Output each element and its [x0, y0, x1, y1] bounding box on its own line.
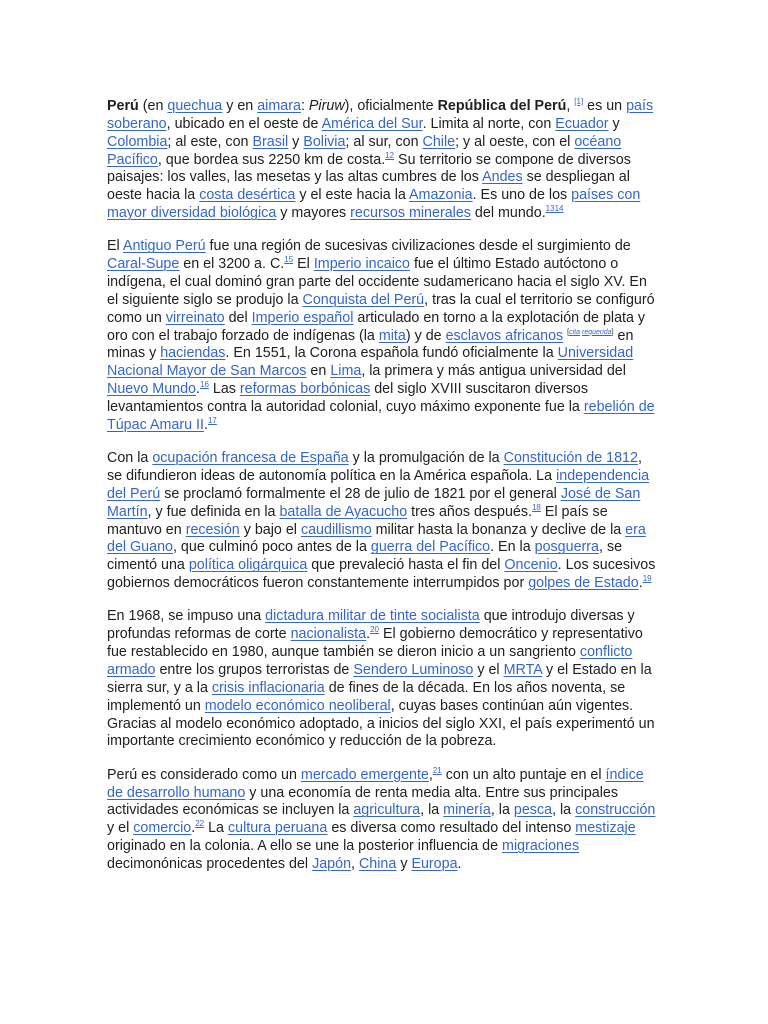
reference-sup: [195, 819, 204, 828]
wiki-link-haciendas[interactable]: haciendas: [160, 345, 226, 362]
text-run: Con la: [107, 450, 153, 467]
text-run: ), oficialmente: [344, 98, 438, 114]
wiki-link-imperio-espanol[interactable]: Imperio español: [251, 309, 354, 326]
text-run: y una economía de renta media alta. Entre sus principales actividades económicas se incluyen la: [107, 784, 619, 819]
wiki-link-independencia-del-peru[interactable]: independencia del Perú: [107, 468, 650, 502]
wiki-link-mineria[interactable]: minería: [443, 802, 491, 819]
text-run: se proclamó formalmente el 28 de julio de 1821 por el general: [160, 485, 561, 502]
text-run: El gobierno democrático y representativo fue restablecido en 1980, aunque también se dieron inicio a un sangriento: [107, 626, 643, 661]
wiki-link-nuevo-mundo[interactable]: Nuevo Mundo: [107, 381, 197, 398]
wiki-link-guerra-del-pacifico[interactable]: guerra del Pacífico: [370, 539, 491, 556]
text-run: en el 3200 a. C.: [179, 256, 285, 273]
wiki-link-rebelion-de-tupac-amaru-ii[interactable]: rebelión de Túpac Amaru II: [107, 399, 655, 433]
text-run: de fines de la década. En los años noventa, se implementó un: [107, 679, 626, 714]
reference-sup: [370, 625, 379, 634]
text-run: es un: [583, 98, 627, 114]
citation-needed-punct: ]: [611, 328, 614, 336]
text-run: , y fue definida en la: [147, 503, 280, 520]
wiki-link-mrta[interactable]: MRTA: [503, 661, 542, 678]
text-run: , la: [552, 802, 576, 819]
wiki-link-mita[interactable]: mita: [378, 327, 406, 344]
text-run: en: [306, 363, 331, 380]
reference-link[interactable]: 17: [207, 415, 217, 425]
text-run: y: [396, 855, 412, 872]
paragraph: [107, 608, 659, 751]
wiki-link-conquista-del-peru[interactable]: Conquista del Perú: [302, 291, 425, 308]
wiki-link-costa-desertica[interactable]: costa desértica: [199, 187, 296, 204]
text-run: y el: [107, 820, 134, 837]
wiki-link-nacionalista[interactable]: nacionalista: [290, 626, 367, 643]
wiki-link-comercio[interactable]: comercio: [133, 820, 192, 837]
reference-link[interactable]: 16: [200, 380, 209, 390]
wiki-link-caudillismo[interactable]: caudillismo: [300, 521, 372, 538]
text-run: , que bordea sus 2250 km de costa.: [157, 151, 386, 168]
wiki-link-ocupacion-francesa-de-espana[interactable]: ocupación francesa de España: [152, 450, 349, 467]
text-run: en minas y: [107, 327, 634, 362]
text-run: ; al este, con: [167, 133, 253, 150]
text-run: y el: [473, 661, 504, 678]
reference-link[interactable]: 15: [284, 255, 294, 265]
text-run: .: [638, 575, 643, 592]
wiki-link-andes[interactable]: Andes: [482, 169, 523, 186]
reference-sup: [385, 151, 394, 160]
wiki-link-universidad-nacional-mayor-de-san-marcos[interactable]: Universidad Nacional Mayor de San Marcos: [107, 345, 634, 380]
text-run: , se difundieron ideas de autonomía política en la América española. La: [107, 450, 642, 485]
text-run: ; al sur, con: [345, 133, 423, 150]
text-run: , ubicado en el oeste de: [166, 115, 322, 132]
wiki-link-crisis-inflacionaria[interactable]: crisis inflacionaria: [211, 679, 325, 696]
wiki-link-america-del-sur[interactable]: América del Sur: [321, 115, 423, 132]
text-run: , tras la cual el territorio se configuró como un: [107, 291, 655, 326]
text-run: El: [107, 238, 123, 255]
wiki-link-construccion[interactable]: construcción: [575, 802, 656, 819]
citation-needed-link[interactable]: cita: [569, 328, 581, 336]
wiki-link-paises-con-mayor-diversidad-biologica[interactable]: países con mayor diversidad biológica: [107, 187, 641, 222]
wiki-link-japon[interactable]: Japón: [312, 855, 352, 872]
text-run: articulado en torno a la explotación de plata y oro con el trabajo forzado de indígenas (la: [107, 309, 646, 344]
reference-link[interactable]: [1]: [574, 97, 584, 106]
text-run: y mayores: [276, 205, 351, 222]
wiki-link-dictadura-militar-de-tinte-socialista[interactable]: dictadura militar de tinte socialista: [265, 608, 480, 625]
text-run: . Los sucesivos gobiernos democráticos fueron constantemente interrumpidos por: [107, 557, 656, 592]
reference-link[interactable]: 14: [554, 204, 564, 214]
wiki-link-politica-oligarquica[interactable]: política oligárquica: [188, 557, 308, 574]
text-run: .: [366, 626, 371, 643]
text-run: y el Estado en la sierra sur, y a la: [107, 661, 652, 696]
wiki-link-posguerra[interactable]: posguerra: [534, 539, 600, 556]
text-run: . Limita al norte, con: [422, 115, 556, 132]
paragraph: [107, 450, 659, 593]
italic-term: Piruw: [308, 98, 345, 114]
paragraph: [107, 767, 659, 874]
text-run: .: [203, 416, 208, 433]
text-run: Las: [208, 381, 240, 398]
text-run: En 1968, se impuso una: [107, 608, 266, 625]
text-run: militar hasta la bonanza y declive de la: [371, 521, 626, 538]
wiki-link-caral-supe[interactable]: Caral-Supe: [107, 256, 180, 273]
reference-sup: [208, 416, 217, 425]
wiki-link-jose-de-san-martin[interactable]: José de San Martín: [107, 485, 641, 520]
text-run: . En 1551, la Corona española fundó oficialmente la: [225, 345, 558, 362]
wiki-link-sendero-luminoso[interactable]: Sendero Luminoso: [353, 661, 474, 678]
text-run: fue el último Estado autóctono o indígena, el cual dominó gran parte del occidente sudamericano hacia el siglo XV. En el siguiente siglo se produjo la: [107, 256, 647, 308]
reference-sup: [532, 503, 541, 512]
bold-term: Perú: [107, 98, 139, 114]
text-run: tres años después.: [407, 503, 532, 520]
reference-link[interactable]: 13: [545, 204, 555, 214]
text-run: y en: [222, 98, 258, 114]
text-run: , que culminó poco antes de la: [172, 539, 371, 556]
text-run: La: [204, 820, 228, 837]
wiki-link-golpes-de-estado[interactable]: golpes de Estado: [528, 575, 639, 592]
text-run: Perú es considerado como un: [107, 766, 301, 783]
text-run: entre los grupos terroristas de: [155, 661, 354, 678]
text-run: del: [224, 309, 252, 326]
reference-sup: [546, 204, 555, 213]
wiki-link-virreinato[interactable]: virreinato: [165, 309, 225, 326]
wiki-link-conflicto-armado[interactable]: conflicto armado: [107, 644, 633, 678]
wiki-link-mercado-emergente[interactable]: mercado emergente: [300, 766, 429, 783]
wiki-link-chile[interactable]: Chile: [422, 133, 456, 150]
text-run: decimonónicas procedentes del: [107, 855, 313, 872]
bold-term: República del Perú: [437, 98, 567, 114]
wiki-link-pais-soberano[interactable]: país soberano: [107, 98, 654, 132]
text-run: con un alto puntaje en el: [441, 766, 606, 783]
text-run: (en: [138, 98, 168, 114]
reference-sup: [555, 204, 564, 213]
text-run: ,: [566, 98, 575, 114]
text-run: El país se mantuvo en: [107, 503, 608, 538]
wiki-link-europa[interactable]: Europa: [411, 855, 458, 872]
wiki-link-lima[interactable]: Lima: [330, 363, 362, 380]
text-run: es diversa como resultado del intenso: [327, 820, 576, 837]
text-run: , la primera y más antigua universidad del: [361, 363, 626, 380]
reference-link[interactable]: 21: [432, 765, 442, 775]
wiki-link-modelo-economico-neoliberal[interactable]: modelo económico neoliberal: [204, 697, 391, 714]
reference-sup: [284, 255, 293, 264]
wiki-link-pesca[interactable]: pesca: [513, 802, 553, 819]
wiki-link-era-del-guano[interactable]: era del Guano: [107, 521, 646, 556]
citation-needed-link[interactable]: requerida: [581, 328, 612, 336]
text-run: .: [191, 820, 196, 837]
reference-link[interactable]: 20: [370, 625, 379, 635]
wiki-link-esclavos-africanos[interactable]: esclavos africanos: [445, 327, 564, 344]
reference-link[interactable]: 18: [531, 502, 541, 512]
text-run: .: [457, 855, 462, 872]
text-run: El: [293, 256, 314, 273]
wiki-link-amazonia[interactable]: Amazonia: [409, 187, 473, 204]
text-run: , cuyas bases continúan aún vigentes. Gracias al modelo económico adoptado, a inicios del siglo XXI, el país experimentó un importante crecimiento económico y reducción de la pobreza.: [107, 697, 655, 750]
wiki-link-mestizaje[interactable]: mestizaje: [575, 820, 636, 837]
text-run: y: [608, 115, 620, 132]
wiki-link-migraciones[interactable]: migraciones: [502, 838, 580, 855]
text-run: y la promulgación de la: [348, 450, 504, 467]
reference-link[interactable]: 12: [385, 150, 395, 160]
reference-sup: [574, 97, 583, 106]
wiki-link-oncenio[interactable]: Oncenio: [504, 557, 558, 574]
wiki-link-indice-de-desarrollo-humano[interactable]: índice de desarrollo humano: [107, 766, 644, 801]
text-run: se despliegan al oeste hacia la: [107, 169, 630, 204]
wiki-link-batalla-de-ayacucho[interactable]: batalla de Ayacucho: [279, 503, 408, 520]
reference-link[interactable]: 19: [642, 574, 652, 584]
wiki-link-recursos-minerales[interactable]: recursos minerales: [350, 205, 471, 222]
text-run: ,: [428, 766, 433, 783]
wiki-link-agricultura[interactable]: agricultura: [353, 802, 421, 819]
wiki-link-brasil[interactable]: Brasil: [252, 133, 289, 150]
text-run: fue una región de sucesivas civilizaciones desde el surgimiento de: [205, 238, 631, 255]
reference-sup: [200, 380, 209, 389]
wiki-link-quechua[interactable]: quechua: [167, 98, 223, 114]
citation-needed-punct: [: [567, 328, 570, 336]
text-run: . Es uno de los: [472, 187, 572, 204]
text-run: .: [196, 381, 200, 398]
wiki-link-aimara[interactable]: aimara: [257, 98, 301, 114]
text-run: ,: [351, 855, 359, 872]
text-run: ; y al oeste, con el: [455, 133, 575, 150]
reference-sup: [643, 574, 652, 583]
text-run: originado en la colonia. A ello se une la posterior influencia de: [107, 838, 503, 855]
wiki-link-china[interactable]: China: [358, 855, 397, 872]
text-run: que introdujo diversas y profundas reformas de corte: [107, 608, 635, 643]
wiki-link-cultura-peruana[interactable]: cultura peruana: [227, 820, 328, 837]
wiki-link-constitucion-de-1812[interactable]: Constitución de 1812: [503, 450, 638, 467]
text-run: ) y de: [405, 327, 446, 344]
text-run: :: [300, 98, 309, 114]
article-body: [107, 98, 659, 889]
text-run: del siglo XVIII suscitaron diversos levantamientos contra la autoridad colonial, cuyo máximo exponente fue la: [107, 381, 588, 415]
text-run: Su territorio se compone de diversos paisajes: los valles, las mesetas y las altas cumbres de los: [107, 151, 631, 186]
text-run: , la: [420, 802, 444, 819]
text-run: y el este hacia la: [295, 187, 410, 204]
wiki-link-recesion[interactable]: recesión: [185, 521, 240, 538]
wiki-link-bolivia[interactable]: Bolivia: [303, 133, 346, 150]
text-run: que prevaleció hasta el fin del: [307, 557, 505, 574]
text-run: y: [288, 133, 304, 150]
reference-link[interactable]: 22: [195, 819, 205, 829]
reference-sup: [433, 766, 442, 775]
wiki-link-imperio-incaico[interactable]: Imperio incaico: [313, 256, 410, 273]
wiki-link-oceano-pacifico[interactable]: océano Pacífico: [107, 133, 622, 168]
text-run: del mundo.: [470, 205, 546, 222]
wiki-link-colombia[interactable]: Colombia: [107, 133, 168, 150]
citation-needed: [567, 329, 613, 336]
text-run: y bajo el: [239, 521, 301, 538]
paragraph: [107, 98, 659, 223]
text-run: , la: [490, 802, 514, 819]
wiki-link-ecuador[interactable]: Ecuador: [555, 115, 609, 132]
text-run: . En la: [490, 539, 535, 556]
wiki-link-reformas-borbonicas[interactable]: reformas borbónicas: [239, 381, 371, 398]
wiki-link-antiguo-peru[interactable]: Antiguo Perú: [122, 238, 206, 255]
text-run: , se cimentó una: [107, 539, 623, 574]
paragraph: [107, 238, 659, 434]
